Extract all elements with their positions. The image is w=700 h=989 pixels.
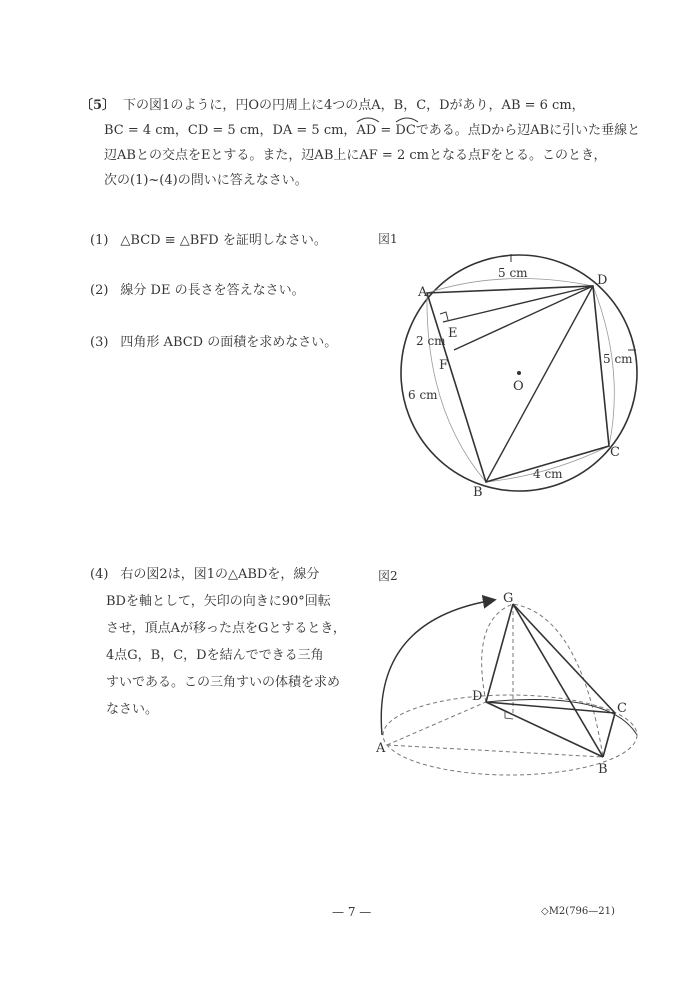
figure-1 xyxy=(390,245,680,505)
problem-line-3: 辺ABとの交点をEとする。また，辺AB上にAF = 2 cmとなる点Fをとる。このとき， xyxy=(104,148,607,163)
question-1: (1) △BCD ≡ △BFD を証明しなさい。 xyxy=(90,233,327,248)
label-B: B xyxy=(473,485,483,500)
question-4: (4) 右の図2は，図1の△ABDを，線分 BDを軸として，矢印の向きに90°回転 させ，頂点Aが移った点をGとするとき， 4点G，B，C，Dを結んでできる三角 すいである。この三角すいの体積を求め なさい。 xyxy=(90,567,346,717)
segment-ab-dashed xyxy=(387,745,603,757)
problem-statement xyxy=(80,93,680,193)
question-3: (3) 四角形 ABCD の面積を求めなさい。 xyxy=(90,335,338,350)
center-dot xyxy=(517,371,521,375)
page-number: — 7 — xyxy=(332,905,372,919)
arc-ad: AD xyxy=(356,118,376,143)
label-C: C xyxy=(610,445,620,460)
rotation-arrow xyxy=(381,600,494,735)
edge-cb xyxy=(603,713,615,757)
arc-mark-icon xyxy=(356,115,380,123)
edge-gb xyxy=(513,604,603,757)
segment-ad-dashed xyxy=(387,702,486,745)
length-ad: 5 cm xyxy=(498,266,528,280)
problem-line-2: BC = 4 cm，CD = 5 cm，DA = 5 cm，AD = DC である。点Dから辺ABに引いた垂線と xyxy=(80,118,680,143)
arc-ad-line xyxy=(427,278,593,293)
right-angle-mark xyxy=(440,312,448,320)
figure-1-label: 図1 xyxy=(378,232,398,246)
figure-2-label: 図2 xyxy=(378,569,398,583)
label-E: E xyxy=(448,326,458,341)
exam-code: ◇M2(796—21) xyxy=(541,906,615,917)
edge-gd xyxy=(486,604,513,702)
label-B2: B xyxy=(598,762,608,777)
arc-mark-icon xyxy=(395,115,419,123)
label-A2: A xyxy=(376,741,386,756)
label-D2: D xyxy=(472,689,483,704)
question-2: (2) 線分 DE の長さを答えなさい。 xyxy=(90,283,305,298)
problem-line-1: 〔5〕 下の図1のように，円Oの円周上に4つの点A，B，C，Dがあり，AB = 6 cm， xyxy=(80,98,585,113)
problem-line-4: 次の(1)~(4)の問いに答えなさい。 xyxy=(104,173,308,188)
label-F: F xyxy=(439,358,449,373)
edge-gc xyxy=(513,604,615,713)
segment-df xyxy=(454,286,593,350)
segment-bd xyxy=(486,286,593,482)
length-dc: 5 cm xyxy=(603,352,633,366)
length-bc: 4 cm xyxy=(533,467,563,481)
label-A: A xyxy=(418,285,428,300)
label-C2: C xyxy=(617,701,627,716)
label-O: O xyxy=(513,379,524,394)
problem-number: 〔5〕 xyxy=(80,98,116,113)
figure-2 xyxy=(370,585,670,785)
label-G: G xyxy=(503,591,514,606)
arc-dc: DC xyxy=(395,118,415,143)
label-D: D xyxy=(597,273,608,288)
length-ab: 6 cm xyxy=(408,388,438,402)
length-af: 2 cm xyxy=(416,334,446,348)
